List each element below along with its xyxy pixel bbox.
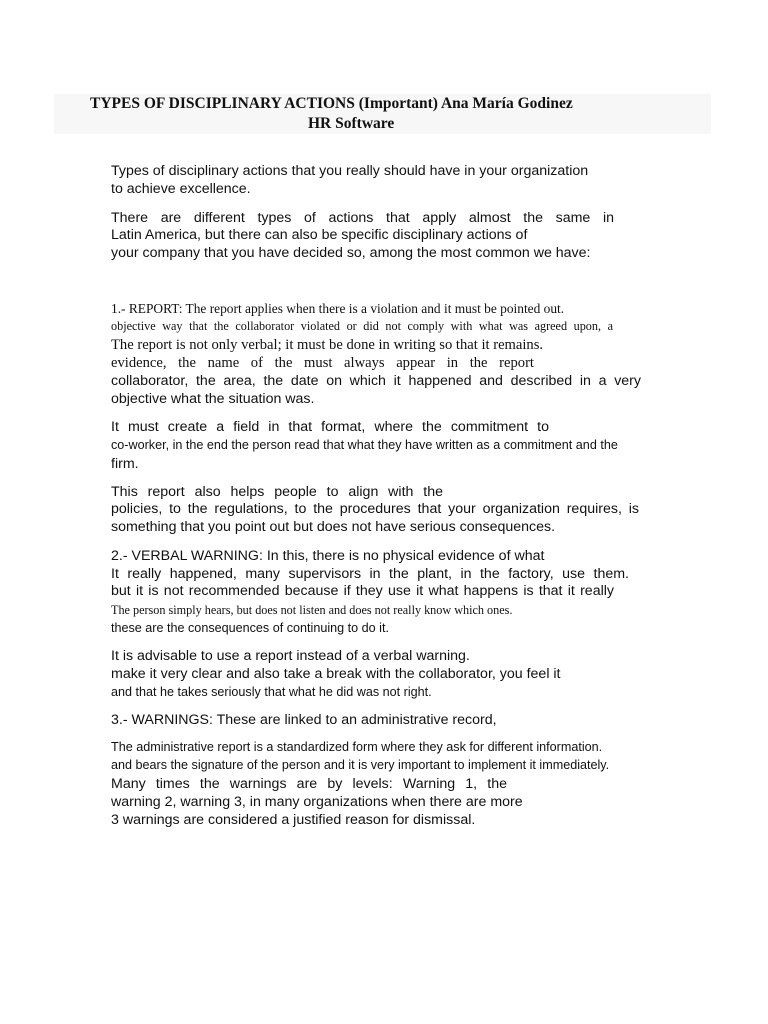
- body-line: This report also helps people to align with the: [111, 484, 443, 500]
- body-line: 3.- WARNINGS: These are linked to an administrative record,: [111, 712, 497, 728]
- body-line: Types of disciplinary actions that you really should have in your organization: [111, 163, 589, 179]
- body-line: policies, to the regulations, to the procedures that your organization requires, is: [111, 501, 639, 517]
- body-line: evidence, the name of the must always appear in the report: [111, 355, 534, 371]
- body-line: but it is not recommended because if they use it what happens is that it really: [111, 583, 614, 599]
- body-line: to achieve excellence.: [111, 181, 251, 197]
- body-line: The report is not only verbal; it must be done in writing so that it remains.: [111, 337, 544, 353]
- body-line: The administrative report is a standardized form where they ask for different information.: [111, 740, 603, 754]
- body-line: objective way that the collaborator violated or did not comply with what was agreed upon, a: [111, 319, 613, 333]
- body-line: There are different types of actions that apply almost the same in: [111, 210, 614, 226]
- body-line: It really happened, many supervisors in the plant, in the factory, use them.: [111, 566, 629, 582]
- body-line: objective what the situation was.: [111, 391, 315, 407]
- body-line: The person simply hears, but does not listen and does not really know which ones.: [111, 603, 513, 617]
- body-line: 1.- REPORT: The report applies when there is a violation and it must be pointed out.: [111, 301, 565, 316]
- body-line: these are the consequences of continuing to do it.: [111, 621, 389, 635]
- body-line: and bears the signature of the person and it is very important to implement it immediately.: [111, 758, 610, 772]
- body-line: Latin America, but there can also be specific disciplinary actions of: [111, 227, 528, 243]
- body-line: 2.- VERBAL WARNING: In this, there is no physical evidence of what: [111, 548, 545, 564]
- body-line: something that you point out but does not have serious consequences.: [111, 519, 556, 535]
- document-subtitle: HR Software: [308, 115, 395, 132]
- body-line: make it very clear and also take a break with the collaborator, you feel it: [111, 666, 561, 682]
- body-line: warning 2, warning 3, in many organizations when there are more: [111, 794, 523, 810]
- body-line: 3 warnings are considered a justified reason for dismissal.: [111, 812, 476, 828]
- body-line: It must create a field in that format, where the commitment to: [111, 419, 549, 435]
- body-line: collaborator, the area, the date on which it happened and described in a very: [111, 373, 641, 389]
- body-line: and that he takes seriously that what he did was not right.: [111, 685, 432, 699]
- document-title: TYPES OF DISCIPLINARY ACTIONS (Important) Ana María Godinez: [90, 95, 573, 112]
- body-line: your company that you have decided so, among the most common we have:: [111, 245, 591, 261]
- body-line: firm.: [111, 456, 139, 472]
- body-line: co-worker, in the end the person read that what they have written as a commitment and the: [111, 438, 618, 452]
- body-line: Many times the warnings are by levels: Warning 1, the: [111, 776, 507, 792]
- body-line: It is advisable to use a report instead of a verbal warning.: [111, 648, 470, 664]
